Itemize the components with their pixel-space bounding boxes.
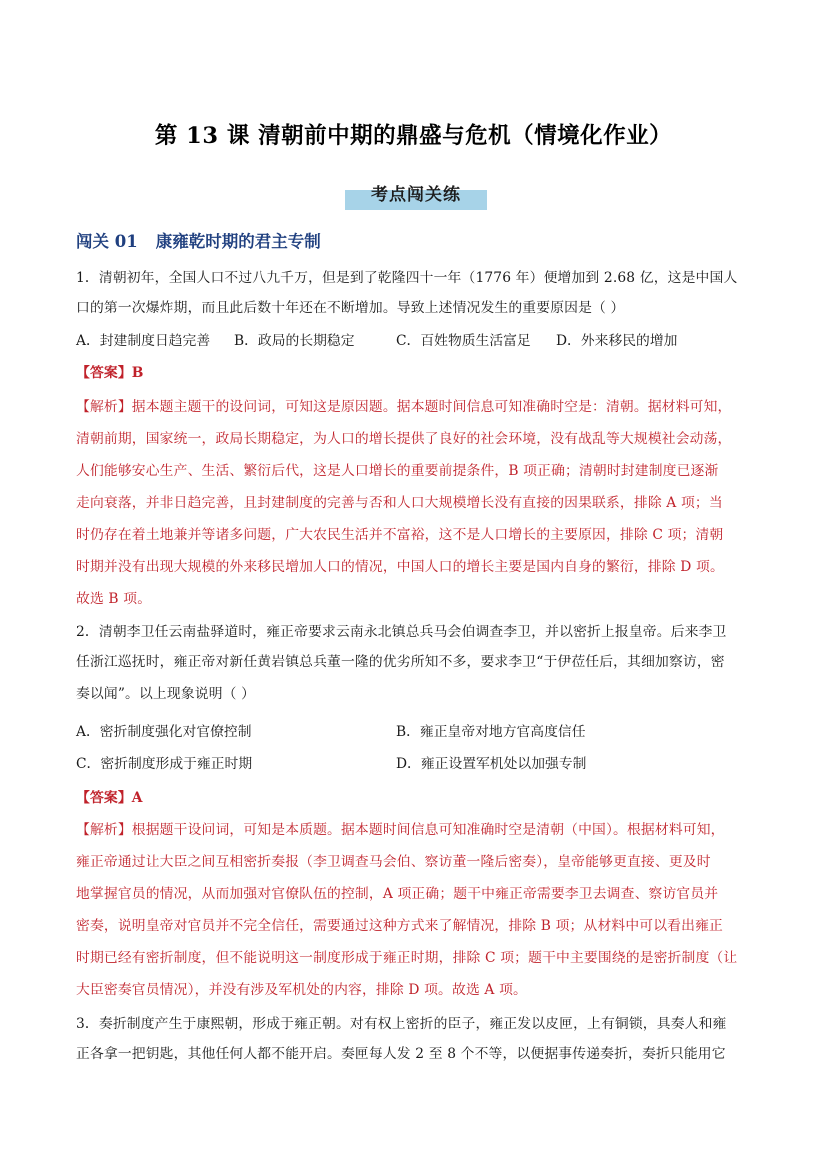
option-c: C．密折制度形成于雍正时期 bbox=[76, 756, 253, 772]
analysis-line: 【解析】据本题主题干的设问词，可知这是原因题。据本题时间信息可知准确时空是：清朝。据材料可知， bbox=[76, 399, 732, 415]
question-text-line: 正各拿一把钥匙，其他任何人都不能开启。奏匣每人发 2 至 8 个不等，以便据事传递奏折，奏折只能用它 bbox=[76, 1046, 726, 1062]
answer-label: 【答案】A bbox=[76, 790, 143, 806]
analysis-line: 时期并没有出现大规模的外来移民增加人口的情况，中国人口的增长主要是国内自身的繁衍，排除 D 项。 bbox=[76, 559, 724, 575]
section-name: 康雍乾时期的君主专制 bbox=[155, 232, 321, 251]
banner-label: 考点闯关练 bbox=[371, 185, 461, 205]
analysis-line: 清朝前期，国家统一，政局长期稳定，为人口的增长提供了良好的社会环境，没有战乱等大规模社会动荡， bbox=[76, 431, 732, 447]
option-c: C．百姓物质生活富足 bbox=[396, 333, 531, 349]
question-text-line: 任浙江巡抚时，雍正帝对新任黄岩镇总兵董一隆的优劣所知不多，要求李卫“于伊莅任后，其细加察访，密 bbox=[76, 654, 725, 670]
option-d: D．雍正设置军机处以加强专制 bbox=[396, 756, 587, 772]
option-b: B．雍正皇帝对地方官高度信任 bbox=[396, 724, 586, 740]
analysis-line: 地掌握官员的情况，从而加强对官僚队伍的控制，A 项正确；题干中雍正帝需要李卫去调查、察访官员并 bbox=[76, 886, 719, 902]
analysis-line: 【解析】根据题干设问词，可知是本质题。据本题时间信息可知准确时空是清朝（中国）。根据材料可知， bbox=[76, 822, 725, 838]
answer-label: 【答案】B bbox=[76, 365, 144, 381]
section-number: 闯关 01 bbox=[76, 232, 138, 251]
analysis-line: 走向衰落，并非日趋完善，且封建制度的完善与否和人口大规模增长没有直接的因果联系，排除 A 项；当 bbox=[76, 495, 723, 511]
option-a: A．密折制度强化对官僚控制 bbox=[76, 724, 252, 740]
analysis-line: 人们能够安心生产、生活、繁衍后代，这是人口增长的重要前提条件，B 项正确；清朝时封建制度已逐渐 bbox=[76, 463, 719, 479]
analysis-line: 大臣密奏官员情况），并没有涉及军机处的内容，排除 D 项。故选 A 项。 bbox=[76, 982, 527, 998]
option-d: D．外来移民的增加 bbox=[556, 333, 678, 349]
section-heading bbox=[76, 228, 321, 252]
page-title: 第 13 课 清朝前中期的鼎盛与危机（情境化作业） bbox=[154, 123, 673, 149]
option-b: B．政局的长期稳定 bbox=[234, 333, 355, 349]
question-text-line: 2．清朝李卫任云南盐驿道时，雍正帝要求云南永北镇总兵马会伯调查李卫，并以密折上报皇帝。后来李卫 bbox=[76, 624, 727, 640]
question-text-line: 1．清朝初年，全国人口不过八九千万，但是到了乾隆四十一年（1776 年）便增加到 2.68 亿，这是中国人 bbox=[76, 270, 738, 286]
question-text-line: 口的第一次爆炸期，而且此后数十年还在不断增加。导致上述情况发生的重要原因是（ ） bbox=[76, 300, 625, 316]
question-text-line: 3．奏折制度产生于康熙朝，形成于雍正朝。对有权上密折的臣子，雍正发以皮匣，上有铜锁，具奏人和雍 bbox=[76, 1016, 727, 1032]
analysis-line: 时仍存在着土地兼并等诸多问题，广大农民生活并不富裕，这不是人口增长的主要原因，排除 C 项；清朝 bbox=[76, 527, 724, 543]
analysis-line: 时期已经有密折制度，但不能说明这一制度形成于雍正时期，排除 C 项；题干中主要围绕的是密折制度（让 bbox=[76, 950, 738, 966]
analysis-line: 密奏，说明皇帝对官员并不完全信任，需要通过这种方式来了解情况，排除 B 项；从材料中可以看出雍正 bbox=[76, 918, 723, 934]
analysis-line: 故选 B 项。 bbox=[76, 591, 152, 607]
section-banner bbox=[345, 178, 487, 210]
option-a: A．封建制度日趋完善 bbox=[76, 333, 211, 349]
question-text-line: 奏以闻”。以上现象说明（ ） bbox=[76, 686, 256, 702]
analysis-line: 雍正帝通过让大臣之间互相密折奏报（李卫调查马会伯、察访董一隆后密奏），皇帝能够更直接、更及时 bbox=[76, 854, 711, 870]
